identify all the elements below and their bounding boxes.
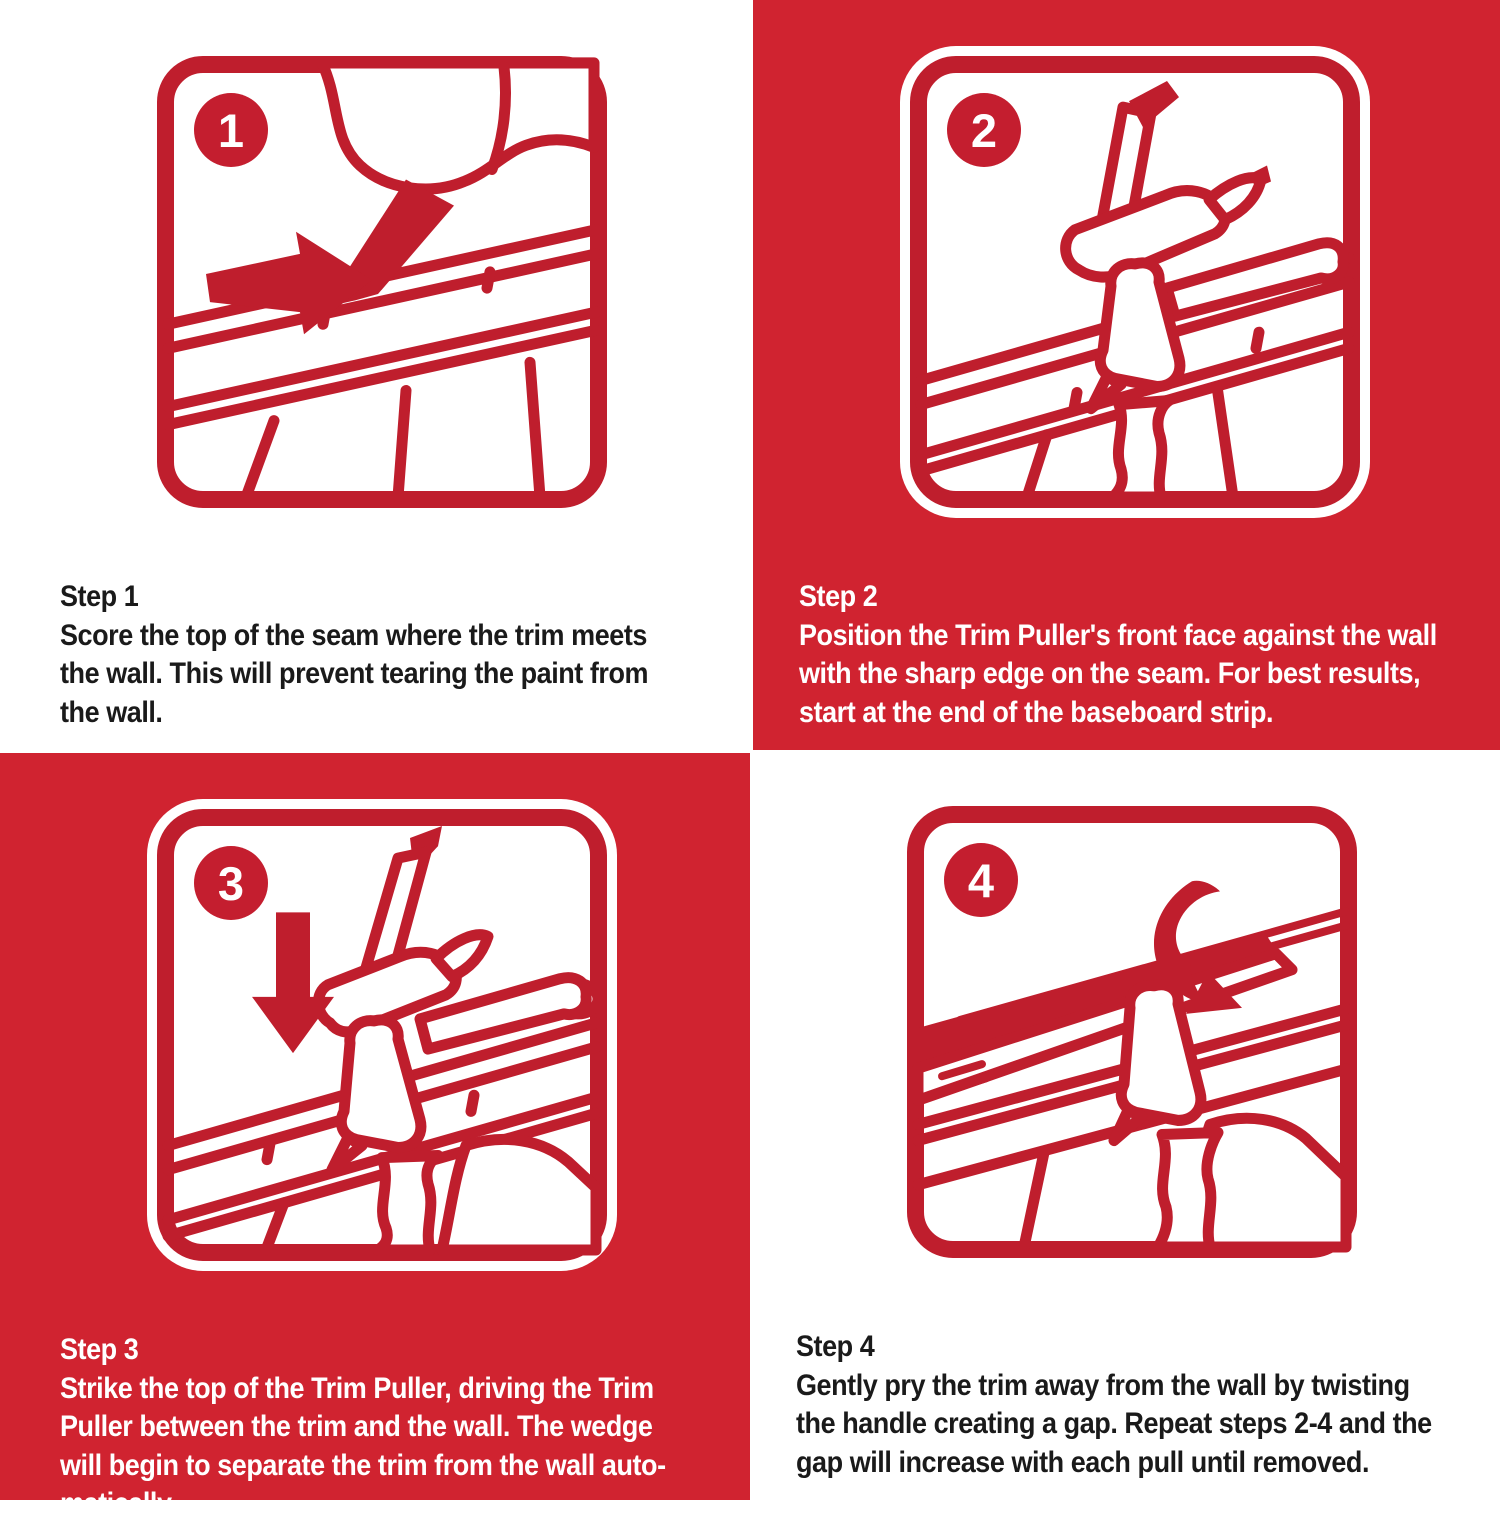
step1-quadrant — [0, 0, 750, 750]
step2-text — [799, 578, 1437, 732]
step1-body-line: the wall. — [60, 695, 163, 729]
step3-body-line: will begin to separate the trim from the wall auto- — [60, 1448, 666, 1482]
step2-number-badge: 2 — [947, 93, 1021, 167]
step4-quadrant — [750, 750, 1500, 1500]
step1-body-line: the wall. This will prevent tearing the paint from — [60, 657, 649, 690]
step1-panel — [157, 56, 607, 508]
step3-number-badge: 3 — [194, 846, 268, 920]
step1-title: Step 1 — [60, 580, 139, 613]
step4-panel — [907, 806, 1357, 1258]
step3-text — [60, 1331, 666, 1524]
step1-number-badge: 1 — [194, 93, 268, 167]
floor-crack-illustration — [1113, 401, 1169, 497]
step2-body-line: start at the end of the baseboard strip. — [799, 695, 1274, 729]
separated-floor-piece — [442, 1139, 596, 1250]
step4-text — [796, 1328, 1432, 1482]
floor-crack-illustration — [1158, 1132, 1218, 1247]
step3-panel — [157, 809, 607, 1261]
trim-puller-wedge — [332, 1020, 421, 1170]
step4-body-line: Gently pry the trim away from the wall by twisting — [796, 1368, 1410, 1402]
step2-panel — [910, 56, 1360, 508]
step4-number-badge: 4 — [944, 843, 1018, 917]
step3-body-line: matically. — [60, 1487, 177, 1520]
step4-body-line: gap will increase with each pull until removed. — [796, 1445, 1370, 1479]
step4-body-line: the handle creating a gap. Repeat steps 2-4 and the — [796, 1407, 1432, 1440]
step3-body-line: Strike the top of the Trim Puller, driving the Trim — [60, 1371, 654, 1405]
step2-title: Step 2 — [799, 580, 878, 613]
floor-crack-illustration — [378, 1156, 438, 1250]
hand-illustration — [322, 63, 594, 189]
step1-text — [60, 578, 648, 732]
hammer-illustration — [1066, 81, 1271, 277]
step3-body-line: Puller between the trim and the wall. The wedge — [60, 1410, 653, 1443]
step2-body-line: Position the Trim Puller's front face against the wall — [799, 618, 1437, 652]
step3-title: Step 3 — [60, 1333, 139, 1366]
step1-body-line: Score the top of the seam where the trim meets — [60, 618, 647, 652]
step3-quadrant — [0, 750, 750, 1520]
step4-title: Step 4 — [796, 1330, 875, 1363]
step2-body-line: with the sharp edge on the seam. For best results, — [799, 657, 1421, 690]
step2-quadrant — [750, 0, 1500, 750]
